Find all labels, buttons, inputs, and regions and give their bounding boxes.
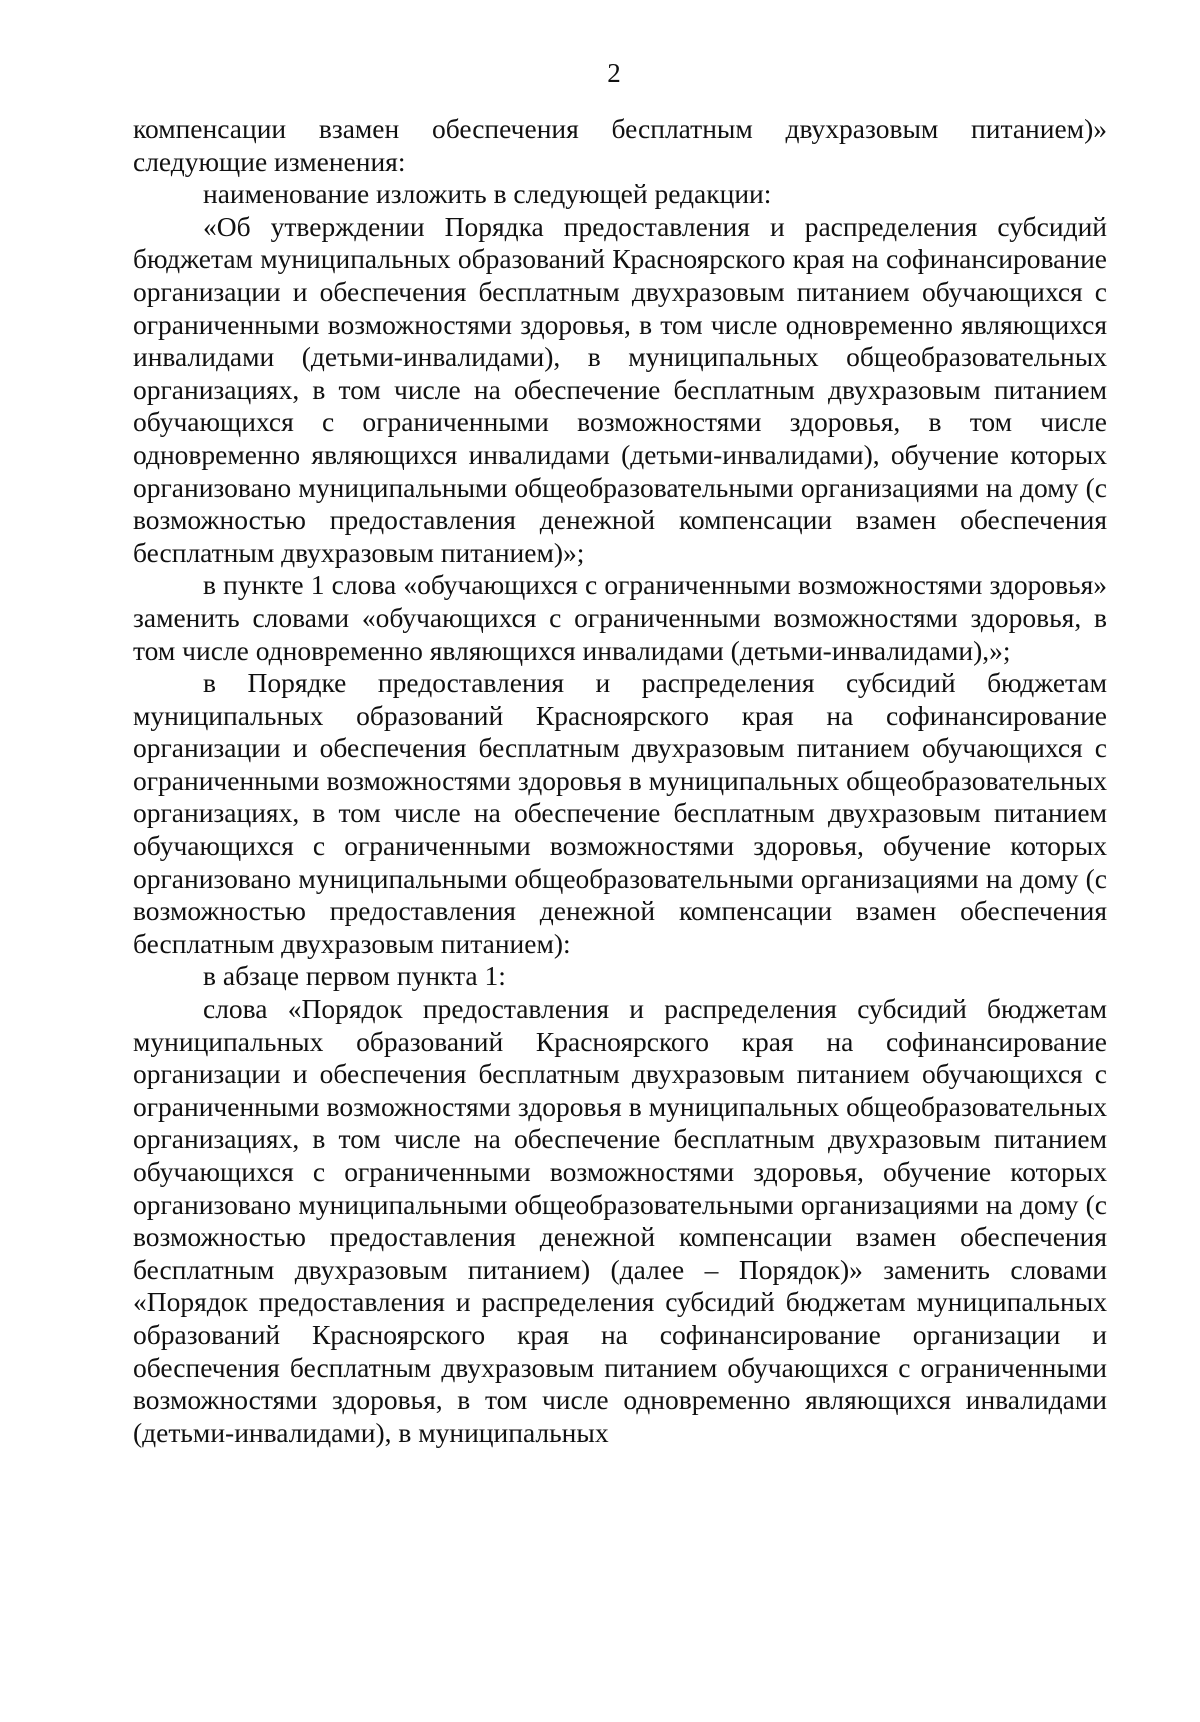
- document-body: [133, 113, 1107, 1449]
- paragraph: в Порядке предоставления и распределения субсидий бюджетам муниципальных образований Красноярского края на софинансирование организации и обеспечения бесплатным двухразовым питанием обучающихся с ограниченными возможностями здоровья в муниципальных общеобразовательных организациях, в том числе на обеспечение бесплатным двухразовым питанием обучающихся с ограниченными возможностями здоровья, обучение которых организовано муниципальными общеобразовательными организациями на дому (с возможностью предоставления денежной компенсации взамен обеспечения бесплатным двухразовым питанием):: [133, 667, 1107, 959]
- paragraph: в абзаце первом пункта 1:: [203, 960, 506, 992]
- page-number: 2: [607, 58, 621, 88]
- paragraph-continuation: компенсации взамен обеспечения бесплатным двухразовым питанием)» следующие изменения:: [133, 113, 1107, 177]
- paragraph: слова «Порядок предоставления и распределения субсидий бюджетам муниципальных образований Красноярского края на софинансирование организации и обеспечения бесплатным двухразовым питанием обучающихся с ограниченными возможностями здоровья в муниципальных общеобразовательных организациях, в том числе на обеспечение бесплатным двухразовым питанием обучающихся с ограниченными возможностями здоровья, обучение которых организовано муниципальными общеобразовательными организациями на дому (с возможностью предоставления денежной компенсации взамен обеспечения бесплатным двухразовым питанием) (далее – Порядок)» заменить словами «Порядок предоставления и распределения субсидий бюджетам муниципальных образований Красноярского края на софинансирование организации и обеспечения бесплатным двухразовым питанием обучающихся с ограниченными возможностями здоровья, в том числе одновременно являющихся инвалидами (детьми-инвалидами), в муниципальных: [133, 993, 1107, 1448]
- paragraph-quoted-title: «Об утверждении Порядка предоставления и распределения субсидий бюджетам муниципальных образований Красноярского края на софинансирование организации и обеспечения бесплатным двухразовым питанием обучающихся с ограниченными возможностями здоровья, в том числе одновременно являющихся инвалидами (детьми-инвалидами), в муниципальных общеобразовательных организациях, в том числе на обеспечение бесплатным двухразовым питанием обучающихся с ограниченными возможностями здоровья, в том числе одновременно являющихся инвалидами (детьми-инвалидами), обучение которых организовано муниципальными общеобразовательными организациями на дому (с возможностью предоставления денежной компенсации взамен обеспечения бесплатным двухразовым питанием)»;: [133, 210, 1107, 568]
- paragraph: в пункте 1 слова «обучающихся с ограниченными возможностями здоровья» заменить словами «обучающихся с ограниченными возможностями здоровья, в том числе одновременно являющихся инвалидами (детьми-инвалидами),»;: [133, 569, 1107, 666]
- paragraph: наименование изложить в следующей редакции:: [203, 178, 772, 210]
